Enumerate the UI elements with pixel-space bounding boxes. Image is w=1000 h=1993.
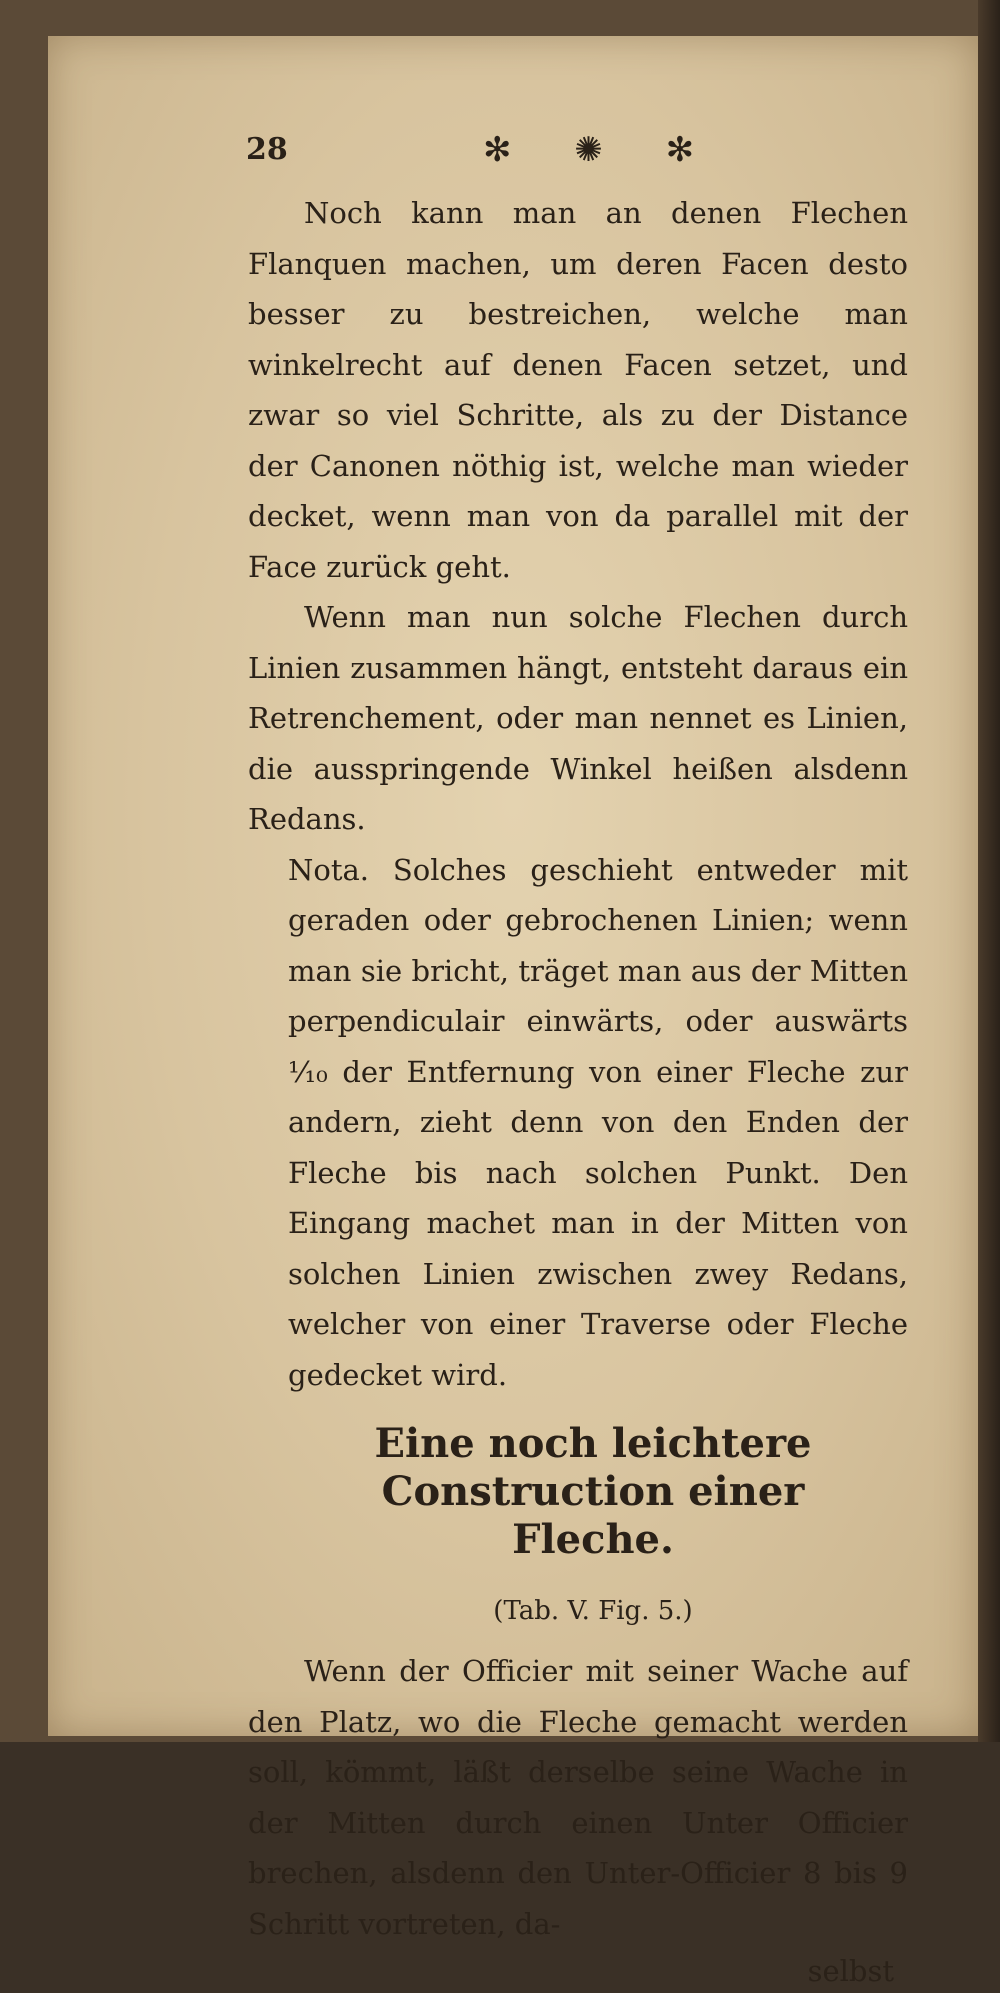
page-content (248, 130, 908, 1993)
page-header (248, 130, 908, 182)
page-edge (978, 0, 1000, 1742)
paragraph-retrenchement: Wenn man nun solche Flechen durch Linien zusammen hängt, entsteht daraus ein Retrenchement, oder man nennet es Linien, die ausspringende Winkel heißen alsdenn Redans. (248, 600, 908, 836)
header-ornament: ✻ ✺ ✻ (483, 130, 721, 170)
figure-reference: (Tab. V. Fig. 5.) (493, 1596, 693, 1626)
paragraph-officier: Wenn der Officier mit seiner Wache auf den Platz, wo die Fleche gemacht werden soll, kömmt, läßt derselbe seine Wache in der Mitten durch einen Unter Officier brechen, alsdenn den Unter-Officier 8 bis 9 Schritt vortreten, da- (248, 1654, 908, 1941)
section-heading-line1: Eine noch leichtere Construction einer (374, 1420, 812, 1515)
paragraph-flanquen: Noch kann man an denen Flechen Flanquen machen, um deren Facen desto besser zu bestreichen, welche man winkelrecht auf denen Facen setzet, und zwar so viel Schritte, als zu der Distance der Canonen nöthig ist, welche man wieder decket, wenn man von da parallel mit der Face zurück geht. (248, 196, 908, 584)
nota-label: Nota. (288, 852, 369, 887)
section-heading-line2: Fleche. (512, 1516, 674, 1563)
catchword: selbst (807, 1954, 894, 1988)
section-heading (278, 1420, 908, 1564)
nota-block (248, 845, 908, 1401)
page-number: 28 (246, 132, 288, 167)
nota-text: Solches geschieht entweder mit geraden oder gebrochenen Linien; wenn man sie bricht, träget man aus der Mitten perpendiculair einwärts, oder auswärts ¹⁄₁₀ der Entfernung von einer Fleche zur andern, zieht denn von den Enden der Fleche bis nach solchen Punkt. Den Eingang machet man in der Mitten von solchen Linien zwischen zwey Redans, welcher von einer Traverse oder Fleche gedecket wird. (288, 852, 909, 1392)
